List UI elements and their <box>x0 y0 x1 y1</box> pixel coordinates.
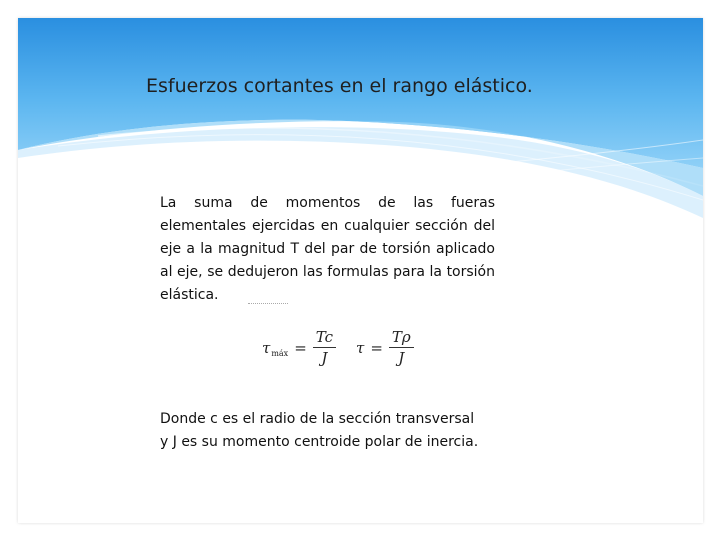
fraction <box>313 327 336 368</box>
numerator: Tρ <box>389 327 414 348</box>
numerator: Tc <box>313 327 336 348</box>
equals-sign: = <box>370 338 383 357</box>
equals-sign: = <box>294 338 307 357</box>
body-paragraph: La suma de momentos de las fueras elementales ejercidas en cualquier sección del eje a la magnitud T del par de torsión aplicado al eje, se dedujeron las formulas para la torsión elástica. <box>160 195 495 303</box>
formula-lhs: τ <box>356 338 365 357</box>
header-background <box>18 18 703 218</box>
denominator: J <box>398 349 405 367</box>
formula-lhs: τ <box>262 338 271 357</box>
formula-tau-max <box>262 327 336 368</box>
fraction <box>389 327 414 368</box>
formula-subscript: máx <box>271 348 289 358</box>
formula-image <box>240 303 480 378</box>
conclusion-line: Donde c es el radio de la sección transversal <box>160 411 475 427</box>
slide <box>18 18 703 523</box>
denominator: J <box>321 349 328 367</box>
formula-tau <box>356 327 414 368</box>
slide-title: Esfuerzos cortantes en el rango elástico. <box>146 75 533 97</box>
conclusion-line: y J es su momento centroide polar de inercia. <box>160 434 479 450</box>
conclusion-paragraph <box>160 408 520 454</box>
image-artifact <box>248 303 288 308</box>
